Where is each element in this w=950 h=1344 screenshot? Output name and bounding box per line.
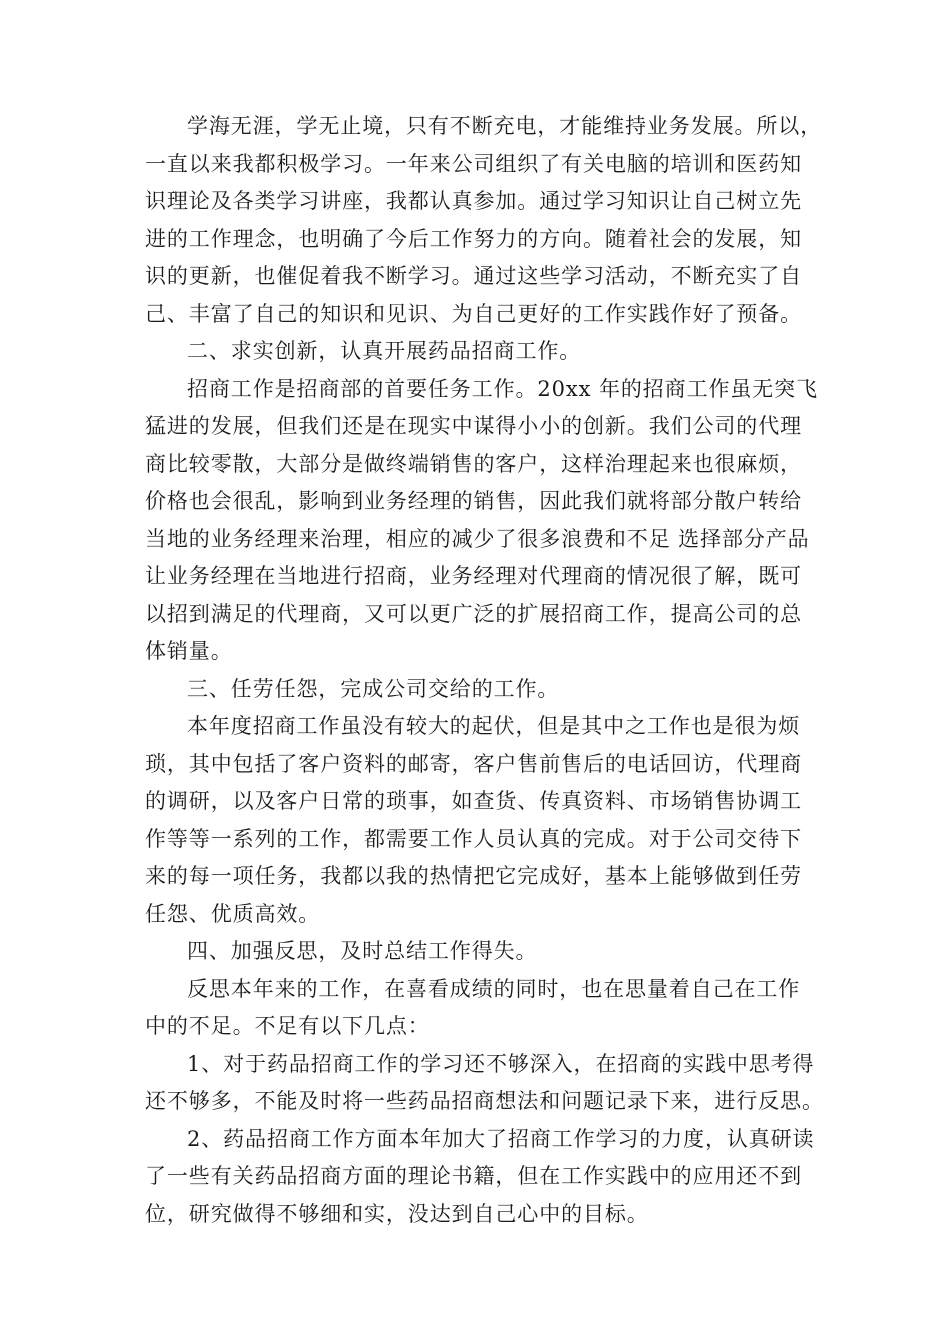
section-heading [145, 671, 807, 709]
text-line: 三、任劳任怨，完成公司交给的工作。 [187, 676, 560, 701]
document-body [145, 108, 824, 1233]
text-line: 任怨、优质高效。 [145, 901, 321, 926]
text-line: 来的每一项任务，我都以我的热情把它完成好，基本上能够做到任劳 [145, 864, 802, 888]
text-line: 的调研，以及客户日常的琐事，如查货、传真资料、市场销售协调工 [145, 789, 802, 813]
text-line: 价格也会很乱，影响到业务经理的销售，因此我们就将部分散户转给 [145, 489, 802, 513]
text-line: 体销量。 [145, 639, 233, 663]
text-line: 了一些有关药品招商方面的理论书籍，但在工作实践中的应用还不到 [145, 1164, 802, 1188]
text-line: 己、丰富了自己的知识和见识、为自己更好的工作实践作好了预备。 [145, 301, 802, 326]
text-line: 学海无涯，学无止境，只有不断充电，才能维持业务发展。所以， [187, 114, 823, 138]
text-line: 识的更新，也催促着我不断学习。通过这些学习活动，不断充实了自 [145, 264, 802, 288]
paragraph [145, 971, 807, 1046]
list-item [145, 1121, 815, 1234]
text-line: 2、药品招商工作方面本年加大了招商工作学习的力度，认真研读 [187, 1126, 815, 1151]
text-line: 猛进的发展，但我们还是在现实中谋得小小的创新。我们公司的代理 [145, 414, 802, 438]
text-line: 让业务经理在当地进行招商，业务经理对代理商的情况很了解，既可 [145, 564, 802, 588]
text-line: 商比较零散，大部分是做终端销售的客户，这样治理起来也很麻烦， [145, 451, 802, 476]
paragraph [145, 108, 823, 333]
list-item [145, 1046, 824, 1121]
text-line: 识理论及各类学习讲座，我都认真参加。通过学习知识让自己树立先 [145, 189, 802, 213]
text-line: 反思本年来的工作，在喜看成绩的同时，也在思量着自己在工作 [187, 976, 801, 1001]
text-line: 二、求实创新，认真开展药品招商工作。 [187, 339, 582, 363]
text-line: 一直以来我都积极学习。一年来公司组织了有关电脑的培训和医药知 [145, 151, 802, 176]
text-line: 琐，其中包括了客户资料的邮寄，客户售前售后的电话回访，代理商 [145, 751, 802, 776]
text-line: 还不够多，不能及时将一些药品招商想法和问题记录下来，进行反思。 [145, 1089, 824, 1113]
text-line: 中的不足。不足有以下几点： [145, 1014, 430, 1038]
paragraph [145, 708, 807, 933]
paragraph [145, 371, 818, 671]
text-line: 作等等一系列的工作，都需要工作人员认真的完成。对于公司交待下 [145, 826, 802, 851]
text-line: 本年度招商工作虽没有较大的起伏，但是其中之工作也是很为烦 [187, 714, 801, 738]
text-line: 四、加强反思，及时总结工作得失。 [187, 939, 538, 963]
text-line: 招商工作是招商部的首要任务工作。20xx 年的招商工作虽无突飞 [187, 376, 818, 401]
section-heading [145, 933, 807, 971]
text-line: 当地的业务经理来治理，相应的减少了很多浪费和不足 选择部分产品 [145, 526, 810, 551]
section-heading [145, 333, 807, 371]
text-line: 进的工作理念，也明确了今后工作努力的方向。随着社会的发展，知 [145, 226, 802, 251]
text-line: 位，研究做得不够细和实，没达到自己心中的目标。 [145, 1201, 649, 1226]
text-line: 1、对于药品招商工作的学习还不够深入，在招商的实践中思考得 [187, 1051, 815, 1076]
text-line: 以招到满足的代理商，又可以更广泛的扩展招商工作，提高公司的总 [145, 601, 802, 626]
